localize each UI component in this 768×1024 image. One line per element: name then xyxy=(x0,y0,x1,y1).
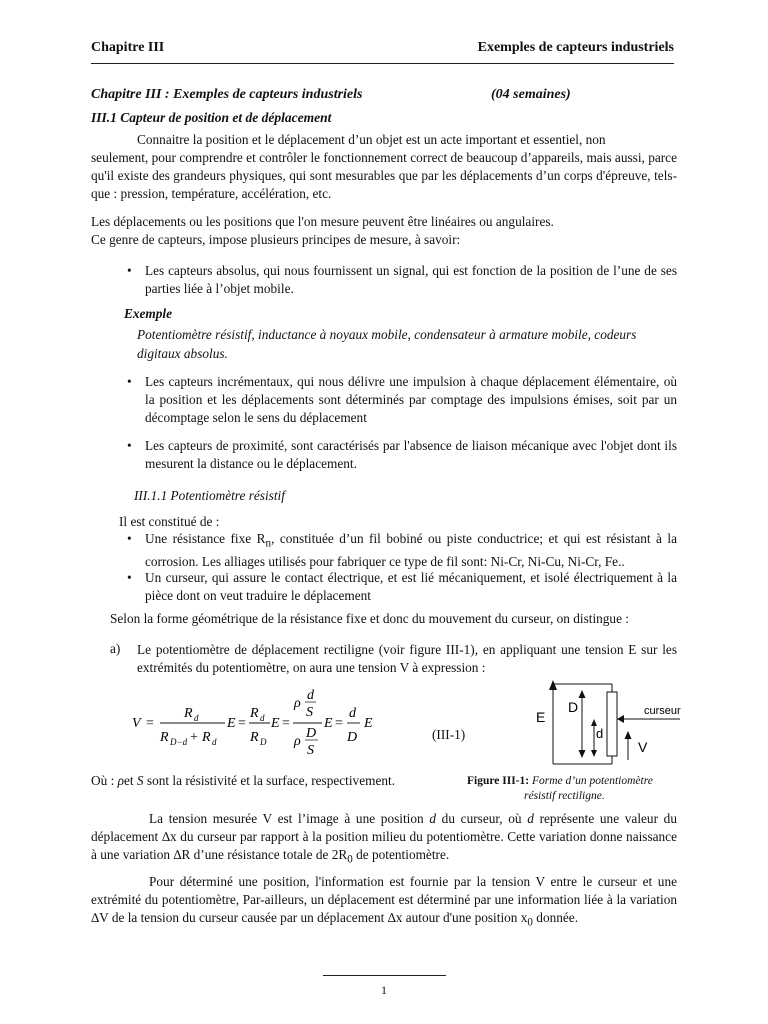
chapter-title: Chapitre III : Exemples de capteurs industriels xyxy=(91,87,363,102)
p6-text-3: représente une valeur du déplacement ∆x du curseur par rapport à la position milieu du potentiomètre. Cette variation donne naissance à une variation ∆R d’une résistance totale de 2R xyxy=(91,811,677,862)
D-arrow-head-up xyxy=(579,690,586,698)
p6-text-1: La tension mesurée V est l’image à une position xyxy=(149,811,430,826)
eq-E1: E xyxy=(227,716,236,731)
resistor-body xyxy=(607,692,617,756)
list-item-text: Un curseur, qui assure le contact électrique, et est lié mécaniquement, et isolé électriquement à la pièce dont on veut traduire le déplacement xyxy=(145,570,677,603)
figure-caption xyxy=(467,774,682,804)
note-rho: ρ xyxy=(117,773,124,788)
note-pre: Où : xyxy=(91,773,118,788)
equation-III-1 xyxy=(130,685,390,765)
example-text: Potentiomètre résistif, inductance à noyaux mobile, condensateur à armature mobile, codeurs digitaux absolus. xyxy=(137,327,637,361)
bullet-icon: • xyxy=(127,263,132,278)
label-curseur: curseur xyxy=(644,705,681,717)
eq-E2: E xyxy=(271,716,280,731)
p7-sub-0: 0 xyxy=(527,916,533,929)
p6-d-2: d xyxy=(527,811,534,826)
eq-equals-2: = xyxy=(238,716,246,731)
label-D: D xyxy=(568,699,579,715)
p7-text-1: Pour déterminé une position, l'information est fournie par la tension V entre le curseur et une extrémité du potentiomètre, Par-ailleurs, un déplacement est déterminé par une information liée à la variation ∆V de la tension du curseur causée par un déplacement ∆x autour d'une position x xyxy=(91,874,677,925)
figure-caption-text-2: résistif rectiligne. xyxy=(524,790,605,802)
eq-plus: + xyxy=(190,730,198,745)
intro-rest: seulement, pour comprendre et contrôler le fonctionnement correct de beaucoup d’appareils, mais aussi, parce qu'il existe des grandeurs physiques, qui sont mesurables que par les déplacements d’un corps d'épreuve, tels-que : pression, température, accélération, etc. xyxy=(91,150,677,201)
p6-text-4: de potentiomètre. xyxy=(352,847,450,862)
intro-line-1: Connaitre la position et le déplacement d’un objet est un acte important et essentiel, non xyxy=(137,132,606,147)
footer-rule xyxy=(323,975,446,976)
bullet-icon: • xyxy=(127,438,132,453)
eq-sub-d1: d xyxy=(194,713,199,723)
cursor-arrow-head xyxy=(617,715,624,723)
intro-paragraph xyxy=(91,131,677,203)
constitution-label: Il est constitué de : xyxy=(119,514,220,529)
eq-R-num1: R xyxy=(184,706,193,721)
d-arrow-head-up xyxy=(591,719,597,726)
list-item-text: Les capteurs incrémentaux, qui nous délivre une impulsion à chaque déplacement élémentaire, où la position et les déplacements sont déterminés par comptage des impulsions émises, soit par un décomptage selon le sens du déplacement xyxy=(145,374,677,425)
subsection-title: III.1.1 Potentiomètre résistif xyxy=(134,488,285,503)
p6-d-1: d xyxy=(429,811,436,826)
list-item-text: Les capteurs de proximité, sont caractérisés par l'absence de liaison mécanique avec l'objet dont ils mesurent la distance ou le déplacement. xyxy=(145,438,677,471)
figure-caption-label: Figure III-1: xyxy=(467,775,530,787)
list-item-text-post: , constituée d’un fil bobiné ou piste conductrice; et qui est résistant à la corrosion. Les alliages utilisés pour fabriquer ce type de fil sont: Ni-Cr, Ni-Cu, Ni-Cr, Fe.. xyxy=(145,531,677,569)
subscript-n: n xyxy=(265,537,272,550)
page-number: 1 xyxy=(381,983,387,997)
bullet-icon: • xyxy=(127,531,132,546)
d-arrow-head-down xyxy=(591,750,597,757)
paragraph-displacements: Les déplacements ou les positions que l'on mesure peuvent être linéaires ou angulaires. xyxy=(91,214,554,229)
eq-E3: E xyxy=(324,716,333,731)
label-E: E xyxy=(536,709,546,725)
list-item-fixed-resistance xyxy=(127,530,677,571)
header-left: Chapitre III xyxy=(91,40,165,55)
paragraph-position-info xyxy=(91,873,677,932)
example-heading: Exemple xyxy=(124,306,173,321)
label-V: V xyxy=(638,739,648,755)
header-right: Exemples de capteurs industriels xyxy=(477,40,674,55)
equation-number: (III-1) xyxy=(432,727,466,742)
eq-d-num: d xyxy=(349,706,356,721)
p7-text-2: donnée. xyxy=(532,910,579,925)
bullet-icon: • xyxy=(127,570,132,585)
section-title: III.1 Capteur de position et de déplacement xyxy=(91,110,332,125)
chapter-weeks: (04 semaines) xyxy=(491,87,571,102)
eq-equals-4: = xyxy=(335,716,343,731)
eq-equals-3: = xyxy=(282,716,290,731)
eq-S-1: S xyxy=(306,705,313,720)
eq-E4: E xyxy=(364,716,373,731)
eq-equals-1: = xyxy=(146,716,154,731)
item-a-label: a) xyxy=(110,641,121,656)
eq-R-den1b: R xyxy=(202,730,211,745)
item-a-text: Le potentiomètre de déplacement rectiligne (voir figure III-1), en appliquant une tension E sur les extrémités du potentiomètre, on aura une tension V à expression : xyxy=(137,642,677,675)
header-rule xyxy=(91,63,674,64)
note-post: sont la résistivité et la surface, respectivement. xyxy=(143,773,396,788)
eq-sub-d3: d xyxy=(260,713,265,723)
label-d: d xyxy=(596,726,604,741)
paragraph-measured-voltage xyxy=(91,810,677,869)
list-item-cursor xyxy=(127,569,677,605)
eq-R-den2: R xyxy=(250,730,259,745)
D-arrow-head-down xyxy=(579,750,586,758)
eq-sub-Dd: D−d xyxy=(170,737,188,747)
paragraph-geometry: Selon la forme géométrique de la résistance fixe et donc du mouvement du curseur, on distingue : xyxy=(110,611,630,626)
p6-sub-0: 0 xyxy=(347,853,353,866)
variables-note xyxy=(91,773,395,789)
eq-rho-1: ρ xyxy=(294,696,301,711)
eq-V: V xyxy=(132,716,141,731)
list-item-text: Les capteurs absolus, qui nous fournissent un signal, qui est fonction de la position de l’une de ses parties liée à l’objet mobile. xyxy=(145,263,677,296)
figure-caption-text-1: Forme d’un potentiomètre xyxy=(529,775,653,787)
paragraph-principles: Ce genre de capteurs, impose plusieurs principes de mesure, à savoir: xyxy=(91,232,461,247)
list-item-incremental-sensors xyxy=(127,373,677,427)
list-item-proximity-sensors xyxy=(127,437,677,473)
note-mid: et xyxy=(124,773,137,788)
eq-S-2: S xyxy=(307,743,314,758)
eq-D-small: D xyxy=(306,726,317,741)
eq-R-den1: R xyxy=(160,730,169,745)
E-arrow-head xyxy=(549,680,557,690)
eq-R-num2: R xyxy=(250,706,259,721)
eq-sub-d2: d xyxy=(212,737,217,747)
bullet-icon: • xyxy=(127,374,132,389)
eq-D-den: D xyxy=(347,730,358,745)
list-item-text-pre: Une résistance fixe R xyxy=(145,531,266,546)
note-S: S xyxy=(136,773,144,788)
p6-text-2: du curseur, où xyxy=(436,811,528,826)
eq-d-small: d xyxy=(307,688,314,703)
figure-III-1-diagram xyxy=(530,676,690,772)
eq-rho-2: ρ xyxy=(294,734,301,749)
V-arrow-head xyxy=(625,731,632,739)
list-item-absolute-sensors xyxy=(127,262,677,298)
eq-sub-D: D xyxy=(260,737,267,747)
